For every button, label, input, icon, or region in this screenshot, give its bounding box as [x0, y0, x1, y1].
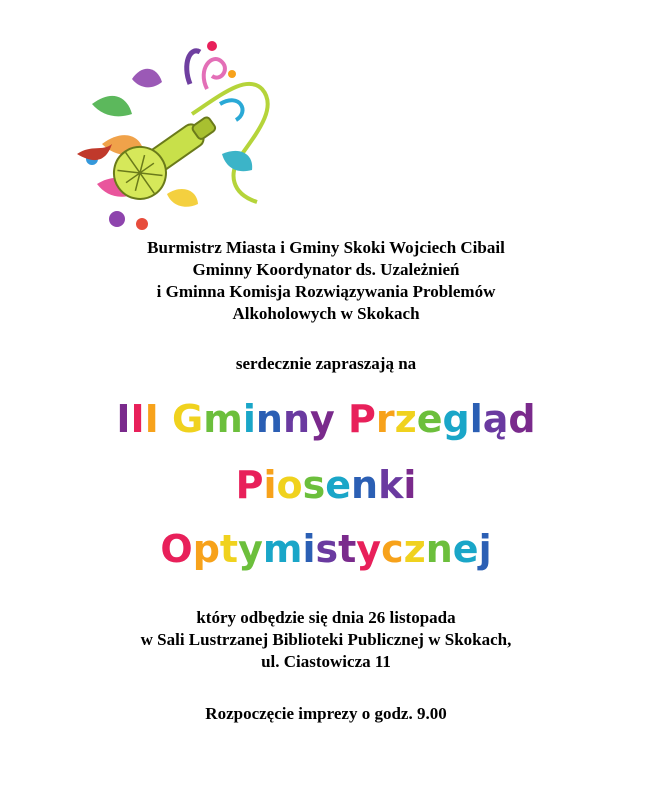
- title-letter: i: [263, 463, 277, 507]
- title-letter: r: [375, 397, 395, 441]
- title-letter: g: [442, 397, 470, 441]
- event-title-line-2: [0, 462, 652, 508]
- organizer-block: [0, 237, 652, 325]
- title-letter: t: [219, 527, 239, 571]
- title-letter: k: [378, 463, 404, 507]
- title-letter: P: [235, 463, 264, 507]
- title-letter: i: [403, 463, 417, 507]
- event-details: [0, 607, 652, 673]
- title-letter: m: [262, 527, 303, 571]
- organizer-line: Gminny Koordynator ds. Uzależnień: [192, 260, 460, 279]
- microphone-illustration-icon: [72, 34, 292, 234]
- title-letter: j: [478, 527, 492, 571]
- title-letter: n: [282, 397, 310, 441]
- title-letter: G: [172, 397, 204, 441]
- title-letter: O: [160, 527, 193, 571]
- title-letter: i: [242, 397, 256, 441]
- title-letter: I: [130, 397, 145, 441]
- organizer-line: i Gminna Komisja Rozwiązywania Problemów: [156, 282, 496, 301]
- title-letter: n: [255, 397, 283, 441]
- title-letter: P: [348, 397, 376, 441]
- details-line: który odbędzie się dnia 26 listopada: [196, 608, 456, 627]
- details-line: ul. Ciastowicza 11: [261, 652, 391, 671]
- event-title-line-1: [0, 396, 652, 442]
- title-letter: n: [351, 463, 379, 507]
- title-letter: ą: [482, 397, 509, 441]
- start-time: Rozpoczęcie imprezy o godz. 9.00: [205, 704, 447, 723]
- organizer-line: Alkoholowych w Skokach: [232, 304, 420, 323]
- title-letter: y: [310, 397, 335, 441]
- title-letter: s: [302, 463, 326, 507]
- title-letter: y: [356, 527, 382, 571]
- title-letter: I: [116, 397, 131, 441]
- title-letter: z: [403, 527, 426, 571]
- title-letter: m: [203, 397, 243, 441]
- organizer-line: Burmistrz Miasta i Gminy Skoki Wojciech Cibail: [147, 238, 505, 257]
- title-letter: e: [325, 463, 352, 507]
- invite-text: serdecznie zapraszają na: [235, 354, 417, 373]
- title-letter: e: [452, 527, 479, 571]
- title-letter: d: [508, 397, 536, 441]
- event-title-line-3: [0, 526, 652, 572]
- title-letter: [159, 396, 172, 442]
- title-letter: i: [302, 527, 316, 571]
- title-letter: c: [381, 527, 404, 571]
- title-letter: l: [469, 397, 483, 441]
- title-letter: o: [276, 463, 303, 507]
- title-letter: I: [144, 397, 159, 441]
- title-letter: e: [416, 397, 443, 441]
- title-letter: [335, 396, 348, 442]
- title-letter: n: [425, 527, 453, 571]
- title-letter: z: [394, 397, 417, 441]
- title-letter: y: [238, 527, 263, 571]
- details-line: w Sali Lustrzanej Biblioteki Publicznej w Skokach,: [140, 630, 512, 649]
- title-letter: t: [338, 527, 357, 571]
- title-letter: s: [315, 527, 339, 571]
- title-letter: p: [192, 527, 220, 571]
